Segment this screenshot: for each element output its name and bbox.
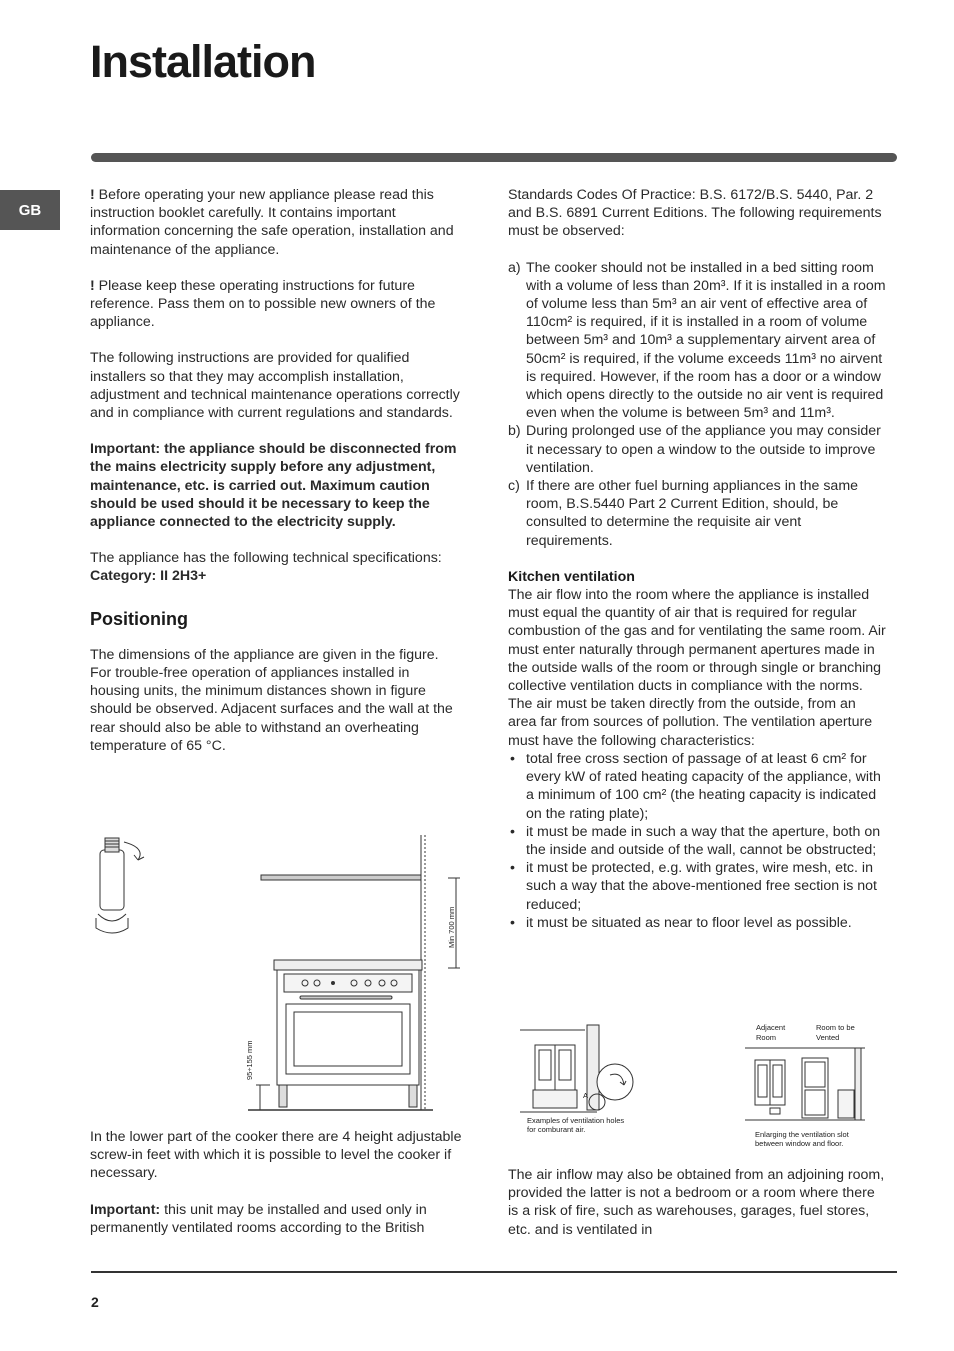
- important-label: Important:: [90, 1201, 161, 1218]
- vented-label-2: Vented: [816, 1033, 840, 1042]
- aperture-characteristics-list: [508, 750, 886, 932]
- footer-rule: [91, 1271, 897, 1273]
- caption-2a: Enlarging the ventilation slot: [755, 1130, 849, 1139]
- list-item: • total free cross section of passage of at least 6 cm² for every kW of rated heating capacity of the appliance, with a minimum of 100 cm² (the heating capacity is indicated on the rating plate);: [508, 750, 886, 823]
- warning-mark: !: [90, 187, 95, 203]
- list-item: • it must be situated as near to floor level as possible.: [508, 914, 886, 932]
- page-title: Installation: [90, 36, 316, 87]
- dim-label-bottom: 95÷155 mm: [245, 1040, 254, 1080]
- intro-paragraph-1: [90, 186, 462, 259]
- list-item: a) The cooker should not be installed in a bed sitting room with a volume of less than 20m³. If it is installed in a room of volume less than 5m³ an air vent of effective area of 110cm² is required, if it is installed in a room of volume between 5m³ and 10m³ a supplementary airvent area of 50cm² is required, if the volume exceeds 11m³ no airvent is required. However, if the room has a door or a window which opens directly to the outside no air vent is required even when the volume is between 5m³ and 11m³.: [508, 259, 886, 422]
- label-a: A: [583, 1091, 589, 1100]
- caption-2b: between window and floor.: [755, 1139, 844, 1148]
- caption-1a: Examples of ventilation holes: [527, 1116, 625, 1125]
- category-label: Category: II 2H3+: [90, 568, 207, 585]
- language-tab: GB: [0, 190, 60, 230]
- kitchen-ventilation-heading: Kitchen ventilation: [508, 568, 635, 585]
- positioning-paragraph: The dimensions of the appliance are given in the figure. For trouble-free operation of appliances installed in housing units, the minimum distances shown in figure should be observed. Adjacent surfaces and the wall at the rear should also be able to withstand an overheating temperature of 65 °C.: [90, 646, 453, 754]
- standards-paragraph: Standards Codes Of Practice: B.S. 6172/B.S. 5440, Par. 2 and B.S. 6891 Current Editions. The following requirements must be observed:: [508, 187, 882, 240]
- left-bottom: [90, 1128, 462, 1255]
- important-ventilation-paragraph: [90, 1201, 462, 1237]
- important-warning: Important: the appliance should be disconnected from the mains electricity supply before any adjustment, maintenance, etc. is carried out. Maximum caution should be used should it be necessary to keep the appliance connected to the electricity supply.: [90, 441, 457, 531]
- adjoining-room-paragraph: The air inflow may also be obtained from an adjoining room, provided the latter is not a bedroom or a room where there is a risk of fire, such as warehouses, garages, fuel stores, etc. and is ventilated in: [508, 1167, 885, 1238]
- adjacent-label-2: Room: [756, 1033, 777, 1042]
- installers-paragraph: The following instructions are provided for qualified installers so that they may accomplish installation, adjustment and technical maintenance operations correctly and in compliance with current regulations and standards.: [90, 350, 460, 422]
- dimension-feet: [256, 1085, 270, 1110]
- page-number: 2: [91, 1294, 99, 1310]
- adjacent-label-1: Adjacent: [756, 1023, 786, 1032]
- feet-paragraph: In the lower part of the cooker there are 4 height adjustable screw-in feet with which it is possible to level the cooker if necessary.: [90, 1129, 462, 1182]
- header-rule: [91, 153, 897, 162]
- warning-mark: !: [90, 277, 95, 294]
- list-item: b) During prolonged use of the appliance you may consider it necessary to open a window to the outside to improve ventilation.: [508, 423, 881, 476]
- adjacent-room-figure: [740, 1020, 880, 1150]
- ventilation-holes-figure: [515, 1020, 655, 1140]
- intro-text-2: Please keep these operating instructions for future reference. Pass them on to possible new owners of the appliance.: [90, 277, 436, 331]
- list-item: • it must be made in such a way that the aperture, both on the inside and outside of the wall, cannot be obstructed;: [508, 823, 886, 859]
- positioning-heading: Positioning: [90, 608, 188, 629]
- requirements-list: [508, 259, 886, 550]
- caption-1b: for comburant air.: [527, 1125, 586, 1134]
- list-item: • it must be protected, e.g. with grates, wire mesh, etc. in such a way that the above-mentioned free section is not reduced;: [508, 859, 886, 914]
- intro-text-1: Before operating your new appliance please read this instruction booklet carefully. It contains important information concerning the safe operation, installation and maintenance of the appliance.: [90, 187, 454, 258]
- adjustable-foot-icon: [96, 838, 144, 933]
- kitchen-ventilation-paragraph: The air flow into the room where the appliance is installed must equal the quantity of air that is required for regular combustion of the gas and for ventilating the same room. Air must enter naturally through permanent apertures made in the outside walls of the room or through single or branching collective ventilation ducts in compliance with the norms. The air must be taken directly from the outside, from an area far from sources of pollution. The ventilation aperture must have the following characteristics:: [508, 587, 886, 749]
- cooker-body: [248, 960, 433, 1110]
- specs-paragraph: The appliance has the following technical specifications:: [90, 550, 442, 567]
- intro-paragraph-2: [90, 277, 462, 332]
- vented-label-1: Room to be: [816, 1023, 855, 1032]
- left-column: [90, 186, 462, 773]
- dim-label-top: Min 700 mm: [447, 906, 456, 948]
- list-item: c) If there are other fuel burning appliances in the same room, B.S.5440 Part 2 Current Edition, should, be consulted to determine the requisite air vent requirements.: [508, 478, 859, 549]
- cooker-dimensions-figure: [88, 830, 468, 1120]
- important-text: this unit may be installed and used only in permanently ventilated rooms according to the British: [90, 1201, 427, 1236]
- right-column: [508, 186, 886, 950]
- right-bottom: [508, 1166, 886, 1257]
